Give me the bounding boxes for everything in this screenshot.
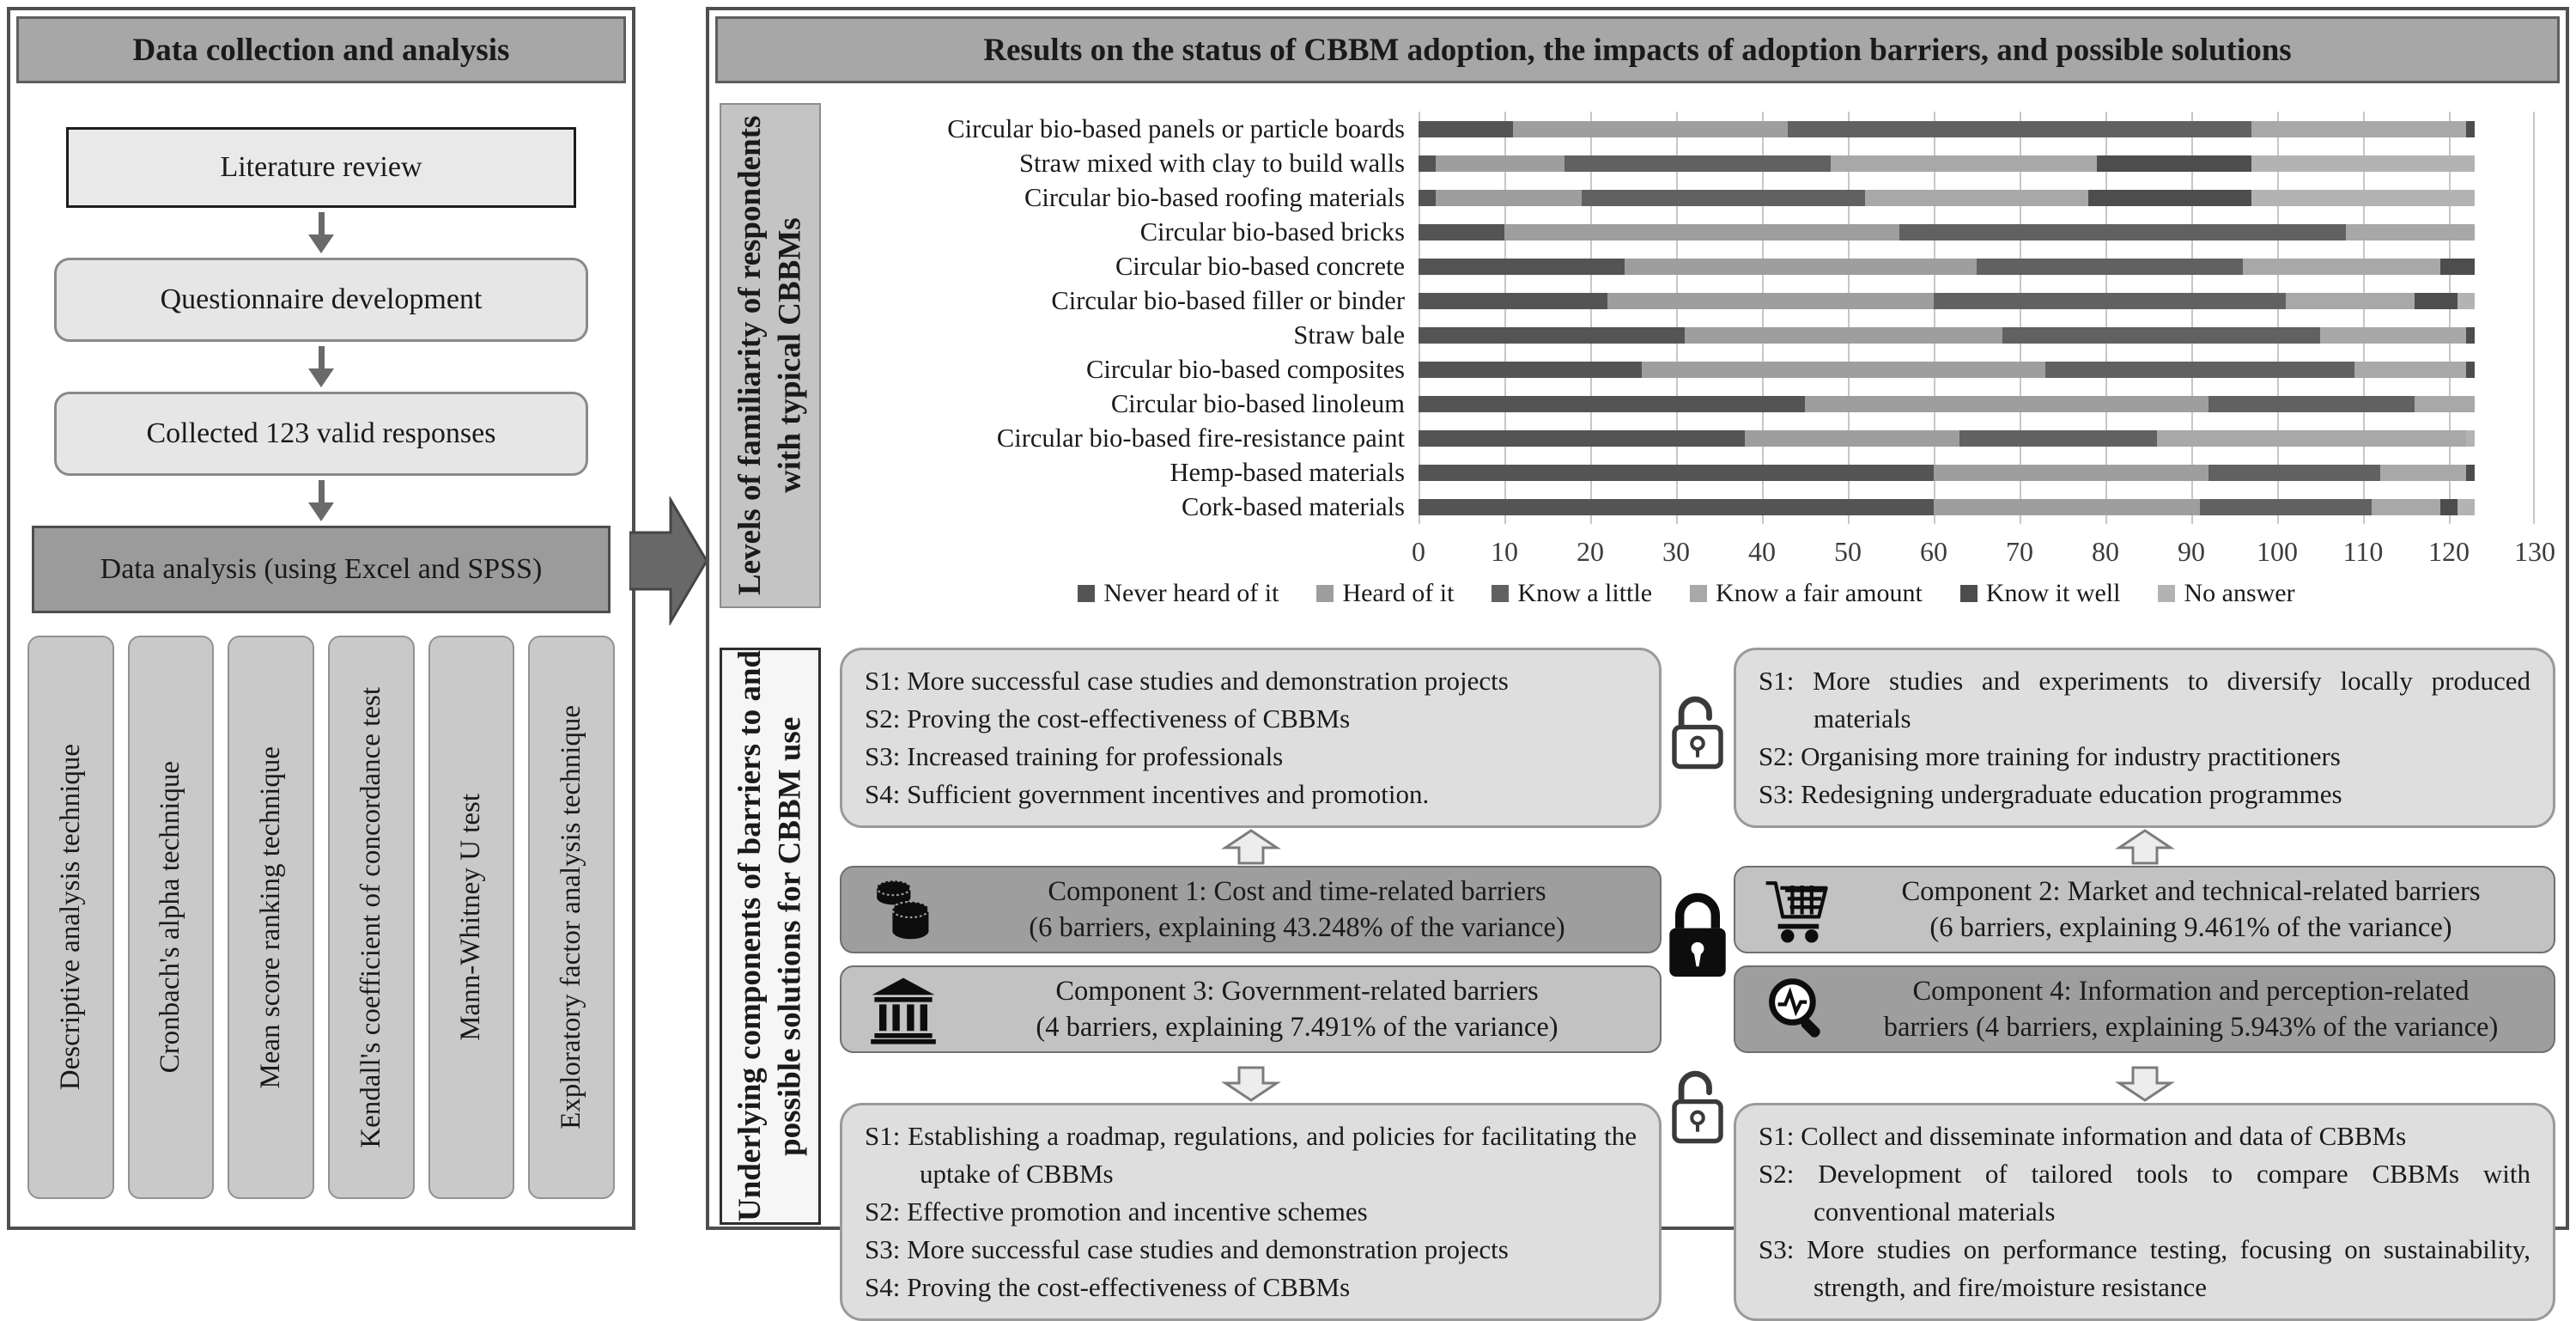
bar-segment (1788, 121, 2251, 137)
bar-segment (2440, 499, 2458, 515)
x-tick-label: 90 (2178, 536, 2205, 567)
component-4-detail: barriers (4 barriers, explaining 5.943% of the variance) (1883, 1012, 2499, 1044)
x-tick-label: 80 (2092, 536, 2119, 567)
x-tick-label: 20 (1577, 536, 1604, 567)
bar (1419, 121, 2475, 137)
bar-segment (1934, 499, 2200, 515)
bar-segment (1419, 465, 1934, 481)
stacked-bar (1419, 146, 2535, 180)
x-tick-label: 120 (2428, 536, 2470, 567)
bar-segment (1504, 224, 1899, 240)
data-collection-panel (7, 7, 635, 1230)
component-3-detail: (4 barriers, explaining 7.491% of the variance) (1036, 1012, 1558, 1044)
chart-row (838, 352, 2535, 387)
hollow-down-arrow-icon (1734, 1065, 2555, 1103)
flow-box-responses: Collected 123 valid responses (54, 392, 589, 476)
bar-segment (1419, 121, 1513, 137)
bar (1419, 499, 2475, 515)
bar-segment (1419, 362, 1642, 378)
flow-box-data-analysis: Data analysis (using Excel and SPSS) (32, 526, 610, 613)
legend-item (1078, 579, 1279, 608)
solution-item: S3: Redesigning undergraduate education programmes (1759, 779, 2342, 810)
right-block-arrow-icon (629, 496, 708, 625)
flow-box-questionnaire: Questionnaire development (54, 258, 589, 342)
solution-item: S3: More studies on performance testing, focusing on sustainability, strength, and fire/moisture resistance (1759, 1234, 2530, 1303)
results-panel (706, 7, 2569, 1303)
solutions-top-right (1734, 648, 2555, 828)
solutions-bottom-right (1734, 1103, 2555, 1321)
legend-item (1316, 579, 1454, 608)
right-panel-title: Results on the status of CBBM adoption, the impacts of adoption barriers, and possible solutions (715, 16, 2560, 83)
stacked-bar (1419, 490, 2535, 524)
x-tick-label: 10 (1491, 536, 1518, 567)
hollow-up-arrow-icon (1734, 828, 2555, 866)
category-label: Straw mixed with clay to build walls (1019, 148, 1405, 178)
legend-swatch (1078, 585, 1095, 602)
bar (1419, 259, 2475, 275)
solution-item: S2: Development of tailored tools to compare CBBMs with conventional materials (1759, 1159, 2530, 1227)
chart-row (838, 180, 2535, 215)
bar-segment (2200, 499, 2372, 515)
x-tick-label: 130 (2514, 536, 2555, 567)
component-3-title: Component 3: Government-related barriers (1055, 975, 1539, 1007)
component-2-title: Component 2: Market and technical-related barriers (1901, 875, 2481, 907)
legend-swatch (1690, 585, 1707, 602)
stacked-bar-chart (838, 112, 2555, 608)
x-axis-ticks (1412, 524, 2555, 574)
down-arrow-icon (308, 208, 334, 258)
legend-label: Heard of it (1342, 579, 1455, 607)
bar-segment (2440, 259, 2475, 275)
solution-item: S1: Collect and disseminate information and data of CBBMs (1759, 1121, 2407, 1152)
bar-segment (1865, 190, 2088, 206)
x-tick-label: 30 (1662, 536, 1690, 567)
legend-label: Know it well (1985, 579, 2121, 607)
bar-segment (1419, 190, 1436, 206)
bar-segment (2208, 465, 2380, 481)
bar-segment (2251, 190, 2475, 206)
stacked-bar (1419, 180, 2535, 215)
stacked-bar (1419, 283, 2535, 318)
solution-item: S1: Establishing a roadmap, regulations, and policies for facilitating the uptake of CBBMs (865, 1121, 1637, 1190)
legend-item (2158, 579, 2294, 608)
chart-row (838, 455, 2535, 490)
bar-segment (1934, 293, 2286, 309)
bar-segment (2286, 293, 2415, 309)
bar-segment (1642, 362, 2045, 378)
technique-box (528, 636, 615, 1199)
bar-segment (1899, 224, 2346, 240)
category-label: Circular bio-based panels or particle boards (947, 113, 1405, 143)
components-section (720, 648, 2555, 1303)
bar (1419, 155, 2475, 172)
bar (1419, 327, 2475, 344)
legend-item (1492, 579, 1652, 608)
technique-box (328, 636, 415, 1199)
chart-row (838, 490, 2535, 524)
legend-label: No answer (2184, 579, 2295, 607)
bar-segment (2466, 430, 2475, 447)
bar (1419, 362, 2475, 378)
x-tick-label: 0 (1412, 536, 1425, 567)
stacked-bar (1419, 421, 2535, 455)
legend-swatch (1492, 585, 1509, 602)
bar-segment (2346, 224, 2475, 240)
category-label: Cork-based materials (1181, 491, 1405, 521)
solution-item: S1: More studies and experiments to diversify locally produced materials (1759, 666, 2530, 734)
bar (1419, 224, 2475, 240)
bar-segment (1419, 224, 1504, 240)
bar-segment (2466, 121, 2475, 137)
bar-segment (2208, 396, 2415, 412)
category-label: Circular bio-based bricks (1139, 216, 1405, 247)
stacked-bar (1419, 387, 2535, 421)
bar-segment (1419, 499, 1934, 515)
technique-box (428, 636, 515, 1199)
bar-segment (1419, 430, 1745, 447)
bar-segment (2458, 499, 2475, 515)
magnifier-pulse-icon (1751, 973, 1844, 1045)
right-solution-column (1734, 648, 2555, 1303)
bar-segment (1419, 155, 1436, 172)
lock-open-icon (1665, 692, 1730, 782)
solution-item: S2: Organising more training for industry practitioners (1759, 741, 2341, 772)
legend-label: Know a fair amount (1716, 579, 1923, 607)
component-2-box (1734, 866, 2555, 953)
legend-swatch (2158, 585, 2175, 602)
bar-segment (2415, 396, 2475, 412)
left-panel-title: Data collection and analysis (16, 16, 626, 83)
bar-segment (2251, 121, 2466, 137)
solution-item: S1: More successful case studies and demonstration projects (865, 666, 1509, 696)
bar-segment (1513, 121, 1788, 137)
technique-box (228, 636, 314, 1199)
chart-row (838, 283, 2535, 318)
bar (1419, 396, 2475, 412)
x-tick-label: 100 (2257, 536, 2298, 567)
lock-closed-icon (1662, 890, 1734, 989)
bar-segment (1805, 396, 2208, 412)
x-tick-label: 60 (1920, 536, 1947, 567)
bar-segment (1564, 155, 1831, 172)
solutions-grid (840, 648, 2555, 1303)
lock-open-icon (1665, 1067, 1730, 1157)
bar-segment (2354, 362, 2466, 378)
components-sidebar-label: Underlying components of barriers to and possible solutions for CBBM use (720, 648, 821, 1225)
category-label: Circular bio-based fire-resistance paint (996, 423, 1405, 453)
chart-row (838, 249, 2535, 283)
category-label: Circular bio-based concrete (1115, 251, 1405, 281)
bar-segment (1959, 430, 2157, 447)
bar-segment (2157, 430, 2466, 447)
legend-swatch (1316, 585, 1334, 602)
component-3-box (840, 965, 1662, 1053)
technique-label: Exploratory factor analysis technique (556, 705, 587, 1129)
chart-row (838, 387, 2535, 421)
bar-segment (2372, 499, 2440, 515)
stacked-bar (1419, 352, 2535, 387)
x-tick-label: 40 (1748, 536, 1776, 567)
government-building-icon (857, 973, 950, 1045)
component-2-detail: (6 barriers, explaining 9.461% of the variance) (1929, 912, 2452, 944)
bar-segment (1625, 259, 1977, 275)
bar-segment (1685, 327, 2002, 344)
x-tick-label: 70 (2006, 536, 2033, 567)
solution-item: S3: More successful case studies and demonstration projects (865, 1234, 1509, 1265)
component-1-title: Component 1: Cost and time-related barriers (1048, 875, 1546, 907)
bar-segment (2097, 155, 2251, 172)
bar-segment (1582, 190, 1865, 206)
shopping-cart-icon (1751, 874, 1844, 946)
bar-segment (1419, 396, 1805, 412)
chart-legend (838, 579, 2535, 608)
solutions-bottom-left (840, 1103, 1662, 1321)
bar-segment (2415, 293, 2458, 309)
chart-row (838, 146, 2535, 180)
component-1-box (840, 866, 1662, 953)
solutions-top-left (840, 648, 1662, 828)
bar-segment (2466, 362, 2475, 378)
down-arrow-icon (308, 342, 334, 392)
technique-label: Mean score ranking technique (255, 746, 287, 1089)
technique-label: Cronbach's alpha technique (155, 761, 186, 1074)
familiarity-chart-section (709, 89, 2566, 639)
bar (1419, 293, 2475, 309)
component-4-title: Component 4: Information and perception-related (1912, 975, 2470, 1007)
category-label: Circular bio-based filler or binder (1051, 285, 1405, 315)
category-label: Circular bio-based linoleum (1110, 388, 1405, 418)
bar-segment (2251, 155, 2475, 172)
category-label: Hemp-based materials (1170, 457, 1405, 487)
stacked-bar (1419, 455, 2535, 490)
bar-segment (1977, 259, 2243, 275)
stacked-bar (1419, 215, 2535, 249)
hollow-up-arrow-icon (840, 828, 1662, 866)
component-1-detail: (6 barriers, explaining 43.248% of the variance) (1029, 912, 1565, 944)
solution-item: S2: Proving the cost-effectiveness of CBBMs (865, 703, 1351, 734)
bar-segment (2002, 327, 2320, 344)
bar-segment (2045, 362, 2354, 378)
technique-label: Descriptive analysis technique (54, 744, 86, 1091)
technique-label: Kendall's coefficient of concordance test (355, 686, 386, 1148)
x-tick-label: 50 (1834, 536, 1862, 567)
chart-row (838, 318, 2535, 352)
bar-segment (1934, 465, 2208, 481)
chart-row (838, 112, 2535, 146)
bar-segment (2320, 327, 2466, 344)
legend-swatch (1960, 585, 1978, 602)
legend-label: Know a little (1517, 579, 1653, 607)
solution-item: S2: Effective promotion and incentive schemes (865, 1196, 1368, 1227)
bar (1419, 430, 2475, 447)
down-arrow-icon (308, 476, 334, 526)
x-tick-label: 110 (2342, 536, 2384, 567)
bar-segment (1419, 259, 1625, 275)
legend-item (1690, 579, 1923, 608)
solution-item: S4: Proving the cost-effectiveness of CBBMs (865, 1272, 1351, 1303)
bar-segment (1419, 293, 1607, 309)
left-solution-column (840, 648, 1662, 1303)
technique-label: Mann-Whitney U test (455, 794, 487, 1041)
bar-segment (2466, 465, 2475, 481)
familiarity-sidebar-label: Levels of familiarity of respondents with typical CBBMs (720, 103, 821, 608)
bar-segment (1436, 190, 1582, 206)
bar-segment (1436, 155, 1564, 172)
category-label: Circular bio-based composites (1086, 354, 1405, 384)
legend-label: Never heard of it (1103, 579, 1279, 607)
techniques-row (27, 636, 615, 1199)
bar-segment (1745, 430, 1959, 447)
flow-box-literature-review: Literature review (66, 127, 576, 208)
bar (1419, 465, 2475, 481)
coins-icon (857, 874, 950, 946)
bar-segment (1831, 155, 2097, 172)
solution-item: S4: Sufficient government incentives and promotion. (865, 779, 1430, 810)
chart-row (838, 215, 2535, 249)
component-4-box (1734, 965, 2555, 1053)
bar-segment (2466, 327, 2475, 344)
category-label: Circular bio-based roofing materials (1024, 182, 1405, 212)
stacked-bar (1419, 112, 2535, 146)
solution-item: S3: Increased training for professionals (865, 741, 1284, 772)
legend-item (1960, 579, 2121, 608)
bar-segment (1607, 293, 1934, 309)
bar-segment (2243, 259, 2440, 275)
bar-segment (2458, 293, 2475, 309)
bar-segment (1419, 327, 1685, 344)
flowchart (10, 89, 632, 613)
category-label: Straw bale (1293, 320, 1405, 350)
technique-box (128, 636, 215, 1199)
chart-rows (838, 112, 2535, 524)
chart-row (838, 421, 2535, 455)
stacked-bar (1419, 318, 2535, 352)
technique-box (27, 636, 114, 1199)
bar-segment (2088, 190, 2251, 206)
hollow-down-arrow-icon (840, 1065, 1662, 1103)
stacked-bar (1419, 249, 2535, 283)
bar-segment (2380, 465, 2466, 481)
bar (1419, 190, 2475, 206)
